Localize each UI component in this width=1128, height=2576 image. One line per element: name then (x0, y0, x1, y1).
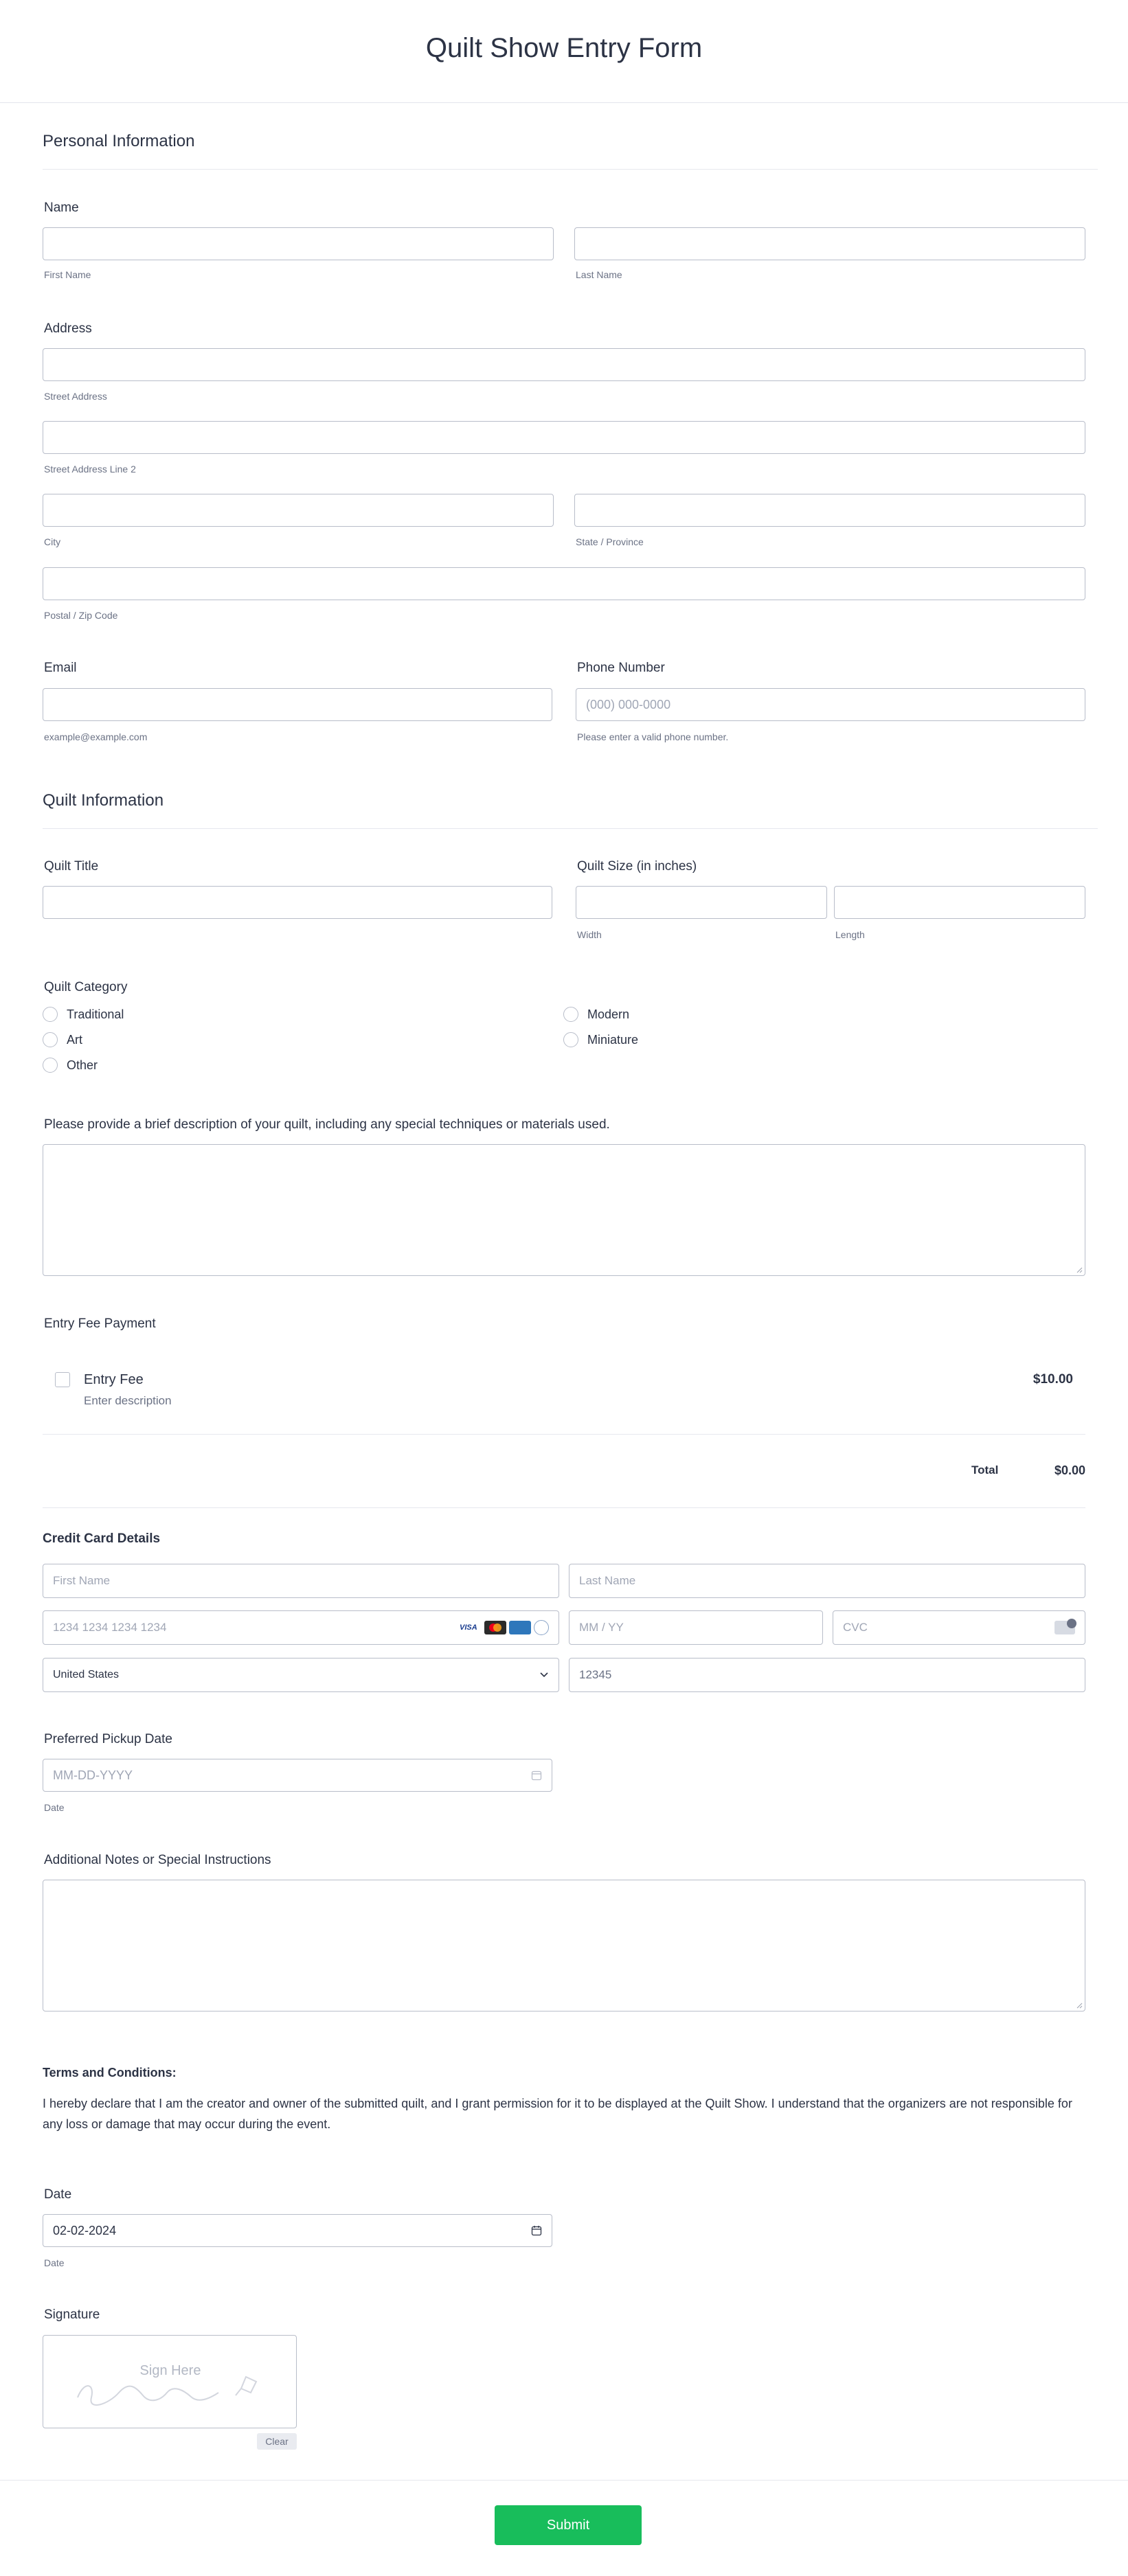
email-input[interactable] (43, 688, 552, 721)
phone-sublabel: Please enter a valid phone number. (577, 731, 729, 742)
cc-number-input[interactable] (43, 1610, 559, 1645)
street-address-line2-input[interactable] (43, 421, 1085, 454)
country-select[interactable] (43, 1658, 559, 1692)
submit-button[interactable]: Submit (495, 2505, 642, 2545)
phone-placeholder: (000) 000-0000 (586, 697, 671, 711)
radio-modern[interactable] (563, 1007, 578, 1022)
quilt-width-sublabel: Width (577, 929, 602, 940)
payment-divider (43, 1434, 1085, 1435)
cc-expiry-input[interactable] (569, 1610, 823, 1645)
date-input[interactable] (43, 2214, 552, 2247)
entry-fee-description: Enter description (84, 1394, 172, 1407)
email-label: Email (44, 661, 77, 675)
chevron-down-icon (539, 1672, 549, 1678)
diners-club-icon (534, 1620, 549, 1635)
radio-other[interactable] (43, 1058, 58, 1073)
cvc-card-icon (1054, 1621, 1075, 1634)
phone-label: Phone Number (577, 661, 665, 675)
quilt-width-input[interactable] (576, 886, 827, 919)
entry-fee-name: Entry Fee (84, 1372, 144, 1387)
street-address-line2-sublabel: Street Address Line 2 (44, 464, 136, 475)
quilt-length-sublabel: Length (835, 929, 865, 940)
description-textarea[interactable] (43, 1144, 1085, 1276)
pickup-date-placeholder: MM-DD-YYYY (53, 1768, 133, 1782)
description-label: Please provide a brief description of your quilt, including any special techniques or materials used. (44, 1117, 610, 1132)
pickup-date-sublabel: Date (44, 1802, 65, 1813)
footer-divider (0, 2480, 1128, 2481)
quilt-length-input[interactable] (834, 886, 1085, 919)
zip-input[interactable] (43, 567, 1085, 600)
card-brands (460, 1620, 549, 1635)
last-name-sublabel: Last Name (576, 269, 622, 280)
notes-label: Additional Notes or Special Instructions (44, 1853, 271, 1867)
calendar-icon[interactable] (531, 2225, 542, 2236)
cc-zip-input[interactable] (569, 1658, 1085, 1692)
payment-divider (43, 1507, 1085, 1508)
cc-zip-placeholder: 12345 (579, 1668, 612, 1681)
signature-clear-button[interactable]: Clear (257, 2433, 297, 2450)
entry-fee-price: $10.00 (1033, 1372, 1073, 1387)
entry-fee-checkbox[interactable] (55, 1372, 70, 1387)
radio-label-art: Art (67, 1033, 83, 1047)
radio-label-other: Other (67, 1058, 98, 1072)
radio-miniature[interactable] (563, 1032, 578, 1047)
total-label: Total (971, 1463, 999, 1477)
resize-handle-icon[interactable] (1076, 2002, 1083, 2009)
total-value: $0.00 (1054, 1463, 1085, 1477)
last-name-input[interactable] (574, 227, 1085, 260)
date-sublabel: Date (44, 2257, 65, 2268)
signature-label: Signature (44, 2307, 100, 2322)
quilt-title-label: Quilt Title (44, 859, 99, 874)
cc-first-name-placeholder: First Name (53, 1574, 111, 1587)
first-name-sublabel: First Name (44, 269, 91, 280)
quilt-category-label: Quilt Category (44, 980, 128, 994)
first-name-input[interactable] (43, 227, 554, 260)
cc-cvc-placeholder: CVC (843, 1621, 868, 1634)
street-address-input[interactable] (43, 348, 1085, 381)
cc-expiry-placeholder: MM / YY (579, 1621, 624, 1634)
state-sublabel: State / Province (576, 536, 644, 547)
radio-label-miniature: Miniature (587, 1033, 639, 1047)
pickup-date-input[interactable] (43, 1759, 552, 1792)
radio-traditional[interactable] (43, 1007, 58, 1022)
country-value: United States (53, 1669, 120, 1680)
cc-number-placeholder: 1234 1234 1234 1234 (53, 1621, 167, 1634)
cc-first-name-input[interactable] (43, 1564, 559, 1598)
terms-title: Terms and Conditions: (43, 2066, 177, 2079)
section-title-quilt: Quilt Information (43, 791, 164, 810)
email-sublabel: example@example.com (44, 731, 148, 742)
zip-sublabel: Postal / Zip Code (44, 610, 118, 621)
amex-icon (509, 1621, 531, 1634)
radio-label-modern: Modern (587, 1007, 630, 1021)
visa-icon: VISA (460, 1623, 477, 1632)
resize-handle-icon[interactable] (1076, 1266, 1083, 1273)
radio-label-traditional: Traditional (67, 1007, 124, 1021)
state-input[interactable] (574, 494, 1085, 527)
section-divider (43, 169, 1098, 170)
city-sublabel: City (44, 536, 61, 547)
section-divider (43, 828, 1098, 829)
phone-input[interactable] (576, 688, 1085, 721)
name-label: Name (44, 201, 79, 215)
cc-last-name-input[interactable] (569, 1564, 1085, 1598)
radio-art[interactable] (43, 1032, 58, 1047)
cc-cvc-input[interactable] (833, 1610, 1085, 1645)
signature-scribble-icon (71, 2367, 277, 2408)
cc-last-name-placeholder: Last Name (579, 1574, 636, 1587)
date-value: 02-02-2024 (53, 2223, 117, 2237)
notes-textarea[interactable] (43, 1880, 1085, 2011)
street-address-sublabel: Street Address (44, 391, 107, 402)
mastercard-icon (484, 1621, 506, 1634)
credit-card-title: Credit Card Details (43, 1531, 161, 1546)
quilt-size-label: Quilt Size (in inches) (577, 859, 697, 874)
quilt-title-input[interactable] (43, 886, 552, 919)
date-label: Date (44, 2187, 72, 2202)
signature-pad[interactable] (43, 2335, 297, 2428)
form-title: Quilt Show Entry Form (425, 33, 703, 63)
pickup-date-label: Preferred Pickup Date (44, 1732, 172, 1746)
section-title-personal: Personal Information (43, 132, 195, 150)
address-label: Address (44, 321, 92, 336)
entry-fee-payment-label: Entry Fee Payment (44, 1317, 156, 1331)
signature-placeholder: Sign Here (139, 2363, 201, 2378)
terms-text: I hereby declare that I am the creator and owner of the submitted quilt, and I grant permission for it to be displayed at the Quilt Show. I understand that the organizers are not responsible for any loss or damage that may occur during the event. (43, 2097, 1072, 2131)
calendar-icon[interactable] (531, 1770, 542, 1781)
city-input[interactable] (43, 494, 554, 527)
